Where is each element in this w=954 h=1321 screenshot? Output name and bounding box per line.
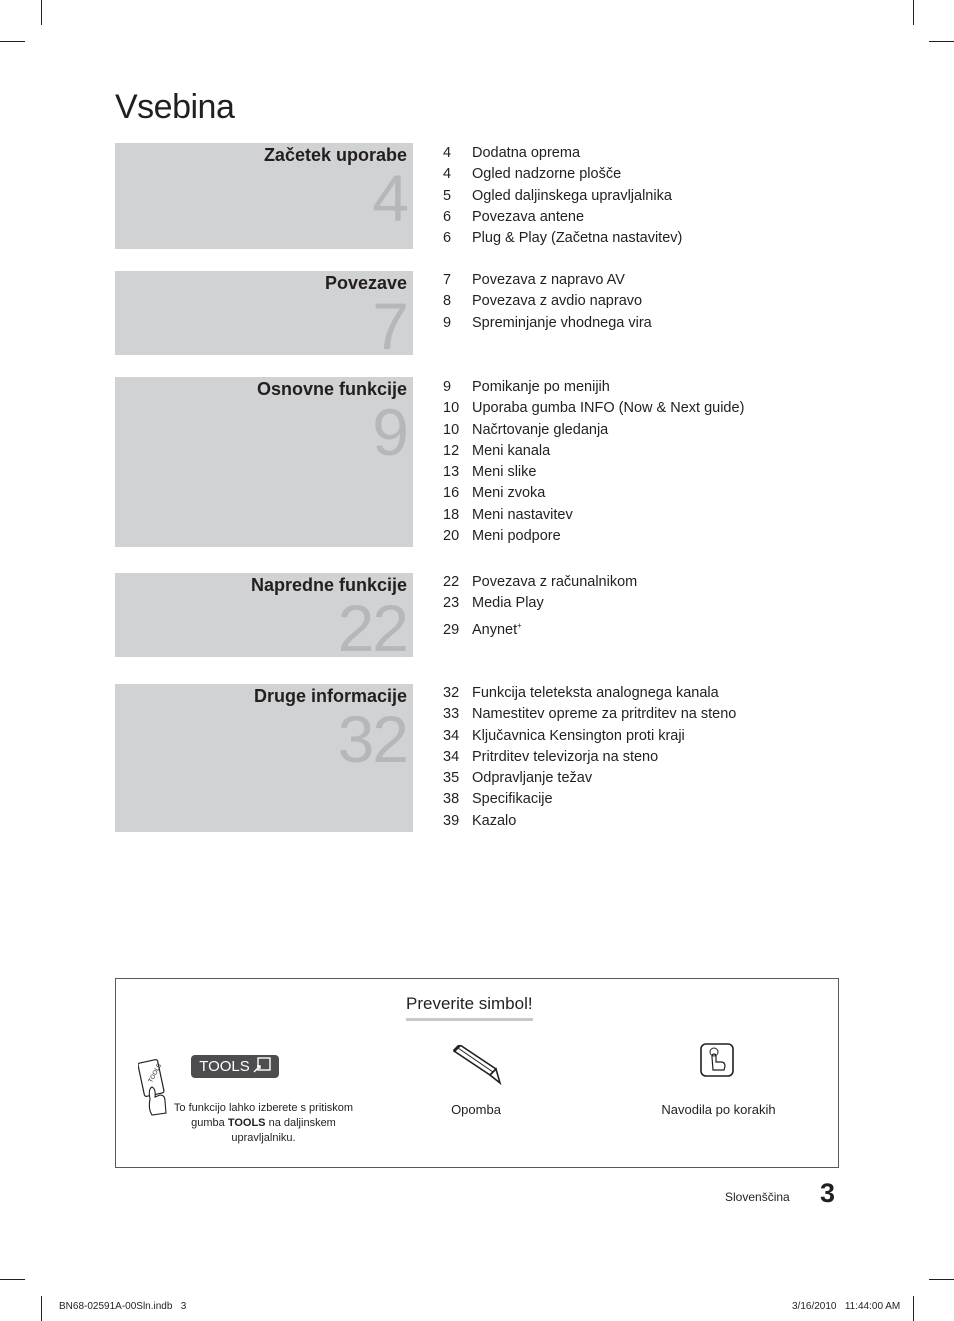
toc-entry[interactable] (443, 164, 682, 185)
toc-page-number: 9 (443, 379, 452, 395)
section-number: 7 (372, 289, 407, 355)
toc-entry[interactable] (443, 572, 637, 593)
section-title: Začetek uporabe (263, 145, 407, 165)
page-title: Vsebina (115, 88, 235, 126)
toc-entry-title: Plug & Play (Začetna nastavitev) (472, 230, 683, 247)
toc-entry[interactable] (443, 526, 744, 547)
toc-entry[interactable] (443, 811, 736, 832)
toc-page-number: 6 (443, 208, 452, 225)
crop-mark (913, 1296, 914, 1321)
toc-page-number: 39 (443, 812, 460, 829)
toc-page-number: 4 (443, 145, 452, 161)
toc-entry[interactable] (443, 207, 682, 228)
print-slug-file: BN68-02591A-00Sln.indb 3 (59, 1301, 187, 1312)
toc-entry[interactable] (443, 441, 744, 462)
toc-page-number: 20 (443, 528, 460, 545)
toc-list-connections (443, 270, 652, 334)
toc-page-number: 10 (443, 400, 460, 417)
section-title: Druge informacije (253, 686, 407, 706)
toc-entry-title: Povezava z avdio napravo (472, 293, 643, 310)
toc-entry[interactable] (443, 747, 736, 768)
toc-entry-title: Povezava z napravo AV (472, 272, 625, 288)
toc-page-number: 35 (443, 770, 460, 787)
tools-description-bold: TOOLS (227, 1117, 266, 1129)
symbol-legend-box (115, 978, 839, 1168)
crop-mark (913, 0, 914, 25)
toc-entry[interactable] (443, 398, 744, 419)
toc-entry-title: Meni slike (472, 464, 537, 481)
tools-icon (253, 1057, 271, 1077)
crop-mark (929, 1279, 954, 1280)
toc-entry[interactable] (443, 768, 736, 789)
toc-entry-title: Odpravljanje težav (472, 770, 593, 787)
tools-description (171, 1101, 356, 1146)
toc-entry[interactable] (443, 313, 652, 334)
toc-entry-title: Media Play (472, 595, 544, 612)
crop-mark (929, 41, 954, 42)
toc-entry[interactable] (443, 789, 736, 810)
crop-mark (0, 1279, 25, 1280)
footer-page-number: 3 (820, 1178, 836, 1208)
toc-page-number: 10 (443, 421, 460, 438)
print-slug-date: 3/16/2010 11:44:00 AM (792, 1301, 901, 1312)
toc-page-number: 22 (443, 574, 460, 590)
step-finger-icon (700, 1043, 734, 1082)
section-title: Napredne funkcije (250, 575, 407, 595)
toc-entry-title: Spreminjanje vhodnega vira (472, 314, 652, 331)
toc-page-number: 6 (443, 230, 452, 247)
toc-entry[interactable] (443, 420, 744, 441)
toc-page-number: 16 (443, 485, 460, 502)
toc-entry-title: Uporaba gumba INFO (Now & Next guide) (472, 400, 745, 417)
step-instructions-label: Navodila po korakih (661, 1102, 776, 1117)
toc-entry-title: Načrtovanje gledanja (472, 421, 609, 438)
toc-entry-title: Povezava antene (472, 208, 585, 225)
toc-entry[interactable] (443, 593, 637, 614)
symbol-legend-heading: Preverite simbol! (406, 994, 533, 1021)
toc-entry-title: Meni kanala (472, 442, 551, 459)
toc-entry-title: Meni podpore (472, 528, 561, 545)
remote-hand-icon (138, 1059, 172, 1122)
toc-page-number: 34 (443, 748, 460, 765)
toc-page-number: 9 (443, 314, 452, 331)
tools-badge (191, 1055, 279, 1078)
toc-entry[interactable] (443, 615, 637, 636)
crop-mark (41, 1296, 42, 1321)
toc-entry-title: Pritrditev televizorja na steno (472, 748, 659, 765)
toc-entry[interactable] (443, 483, 744, 504)
section-box-other-information (115, 684, 413, 832)
toc-entry[interactable] (443, 228, 682, 249)
crop-mark (0, 41, 25, 42)
superscript-plus: + (517, 620, 522, 630)
toc-entry[interactable] (443, 186, 682, 207)
tools-description-text: na daljinskem upravljalniku. (231, 1117, 336, 1144)
section-box-connections (115, 271, 413, 355)
toc-entry-title: Meni nastavitev (472, 506, 573, 523)
note-label: Opomba (451, 1102, 501, 1117)
section-box-advanced-features (115, 573, 413, 657)
toc-entry-title: Namestitev opreme za pritrditev na steno (472, 706, 737, 723)
toc-page-number: 5 (443, 187, 452, 204)
toc-entry[interactable] (443, 377, 744, 398)
toc-entry-title: Meni zvoka (472, 485, 546, 502)
section-number: 22 (337, 591, 407, 657)
crop-mark (41, 0, 42, 25)
section-number: 4 (372, 161, 407, 235)
toc-entry[interactable] (443, 143, 682, 164)
toc-page-number: 4 (443, 166, 452, 183)
section-title: Osnovne funkcije (256, 379, 407, 399)
toc-page-number: 7 (443, 272, 452, 288)
toc-entry[interactable] (443, 270, 652, 291)
toc-entry[interactable] (443, 683, 736, 704)
toc-entry-title: Specifikacije (472, 791, 553, 808)
toc-entry-title: Anynet (472, 621, 518, 638)
toc-page-number: 8 (443, 293, 452, 310)
toc-entry-title: Ogled nadzorne plošče (472, 166, 622, 183)
toc-entry[interactable] (443, 291, 652, 312)
toc-list-getting-started (443, 143, 682, 249)
toc-page-number: 34 (443, 727, 460, 744)
toc-entry-title: Povezava z računalnikom (472, 574, 638, 590)
toc-page-number: 32 (443, 685, 460, 701)
footer-language: Slovenščina (725, 1190, 790, 1204)
toc-entry-title: Funkcija teleteksta analognega kanala (472, 685, 719, 701)
tools-badge-label: TOOLS (199, 1058, 250, 1075)
toc-list-other-information (443, 683, 736, 832)
toc-page-number: 13 (443, 464, 460, 481)
toc-entry-title: Ogled daljinskega upravljalnika (472, 187, 672, 204)
toc-page-number: 18 (443, 506, 460, 523)
pencil-icon (450, 1045, 504, 1090)
toc-list-basic-features (443, 377, 744, 547)
svg-text:TOOLS: TOOLS (147, 1062, 164, 1084)
toc-page-number: 12 (443, 442, 460, 459)
toc-entry-title: Pomikanje po menijih (472, 379, 610, 395)
section-box-getting-started (115, 143, 413, 249)
toc-page-number: 29 (443, 621, 460, 638)
toc-entry-title: Kazalo (472, 812, 517, 829)
toc-list-advanced-features (443, 572, 637, 636)
section-number: 9 (372, 395, 407, 469)
toc-page-number: 33 (443, 706, 460, 723)
tools-description-text: To funkcijo lahko izberete s pritiskom gumba (173, 1102, 354, 1129)
toc-page-number: 38 (443, 791, 460, 808)
section-title: Povezave (324, 273, 407, 293)
toc-entry[interactable] (443, 704, 736, 725)
section-box-basic-features (115, 377, 413, 547)
toc-entry[interactable] (443, 726, 736, 747)
section-number: 32 (337, 702, 407, 776)
toc-entry[interactable] (443, 505, 744, 526)
toc-entry-title: Ključavnica Kensington proti kraji (472, 727, 685, 744)
toc-page-number: 23 (443, 595, 460, 612)
toc-entry[interactable] (443, 462, 744, 483)
toc-entry-title: Dodatna oprema (472, 145, 581, 161)
